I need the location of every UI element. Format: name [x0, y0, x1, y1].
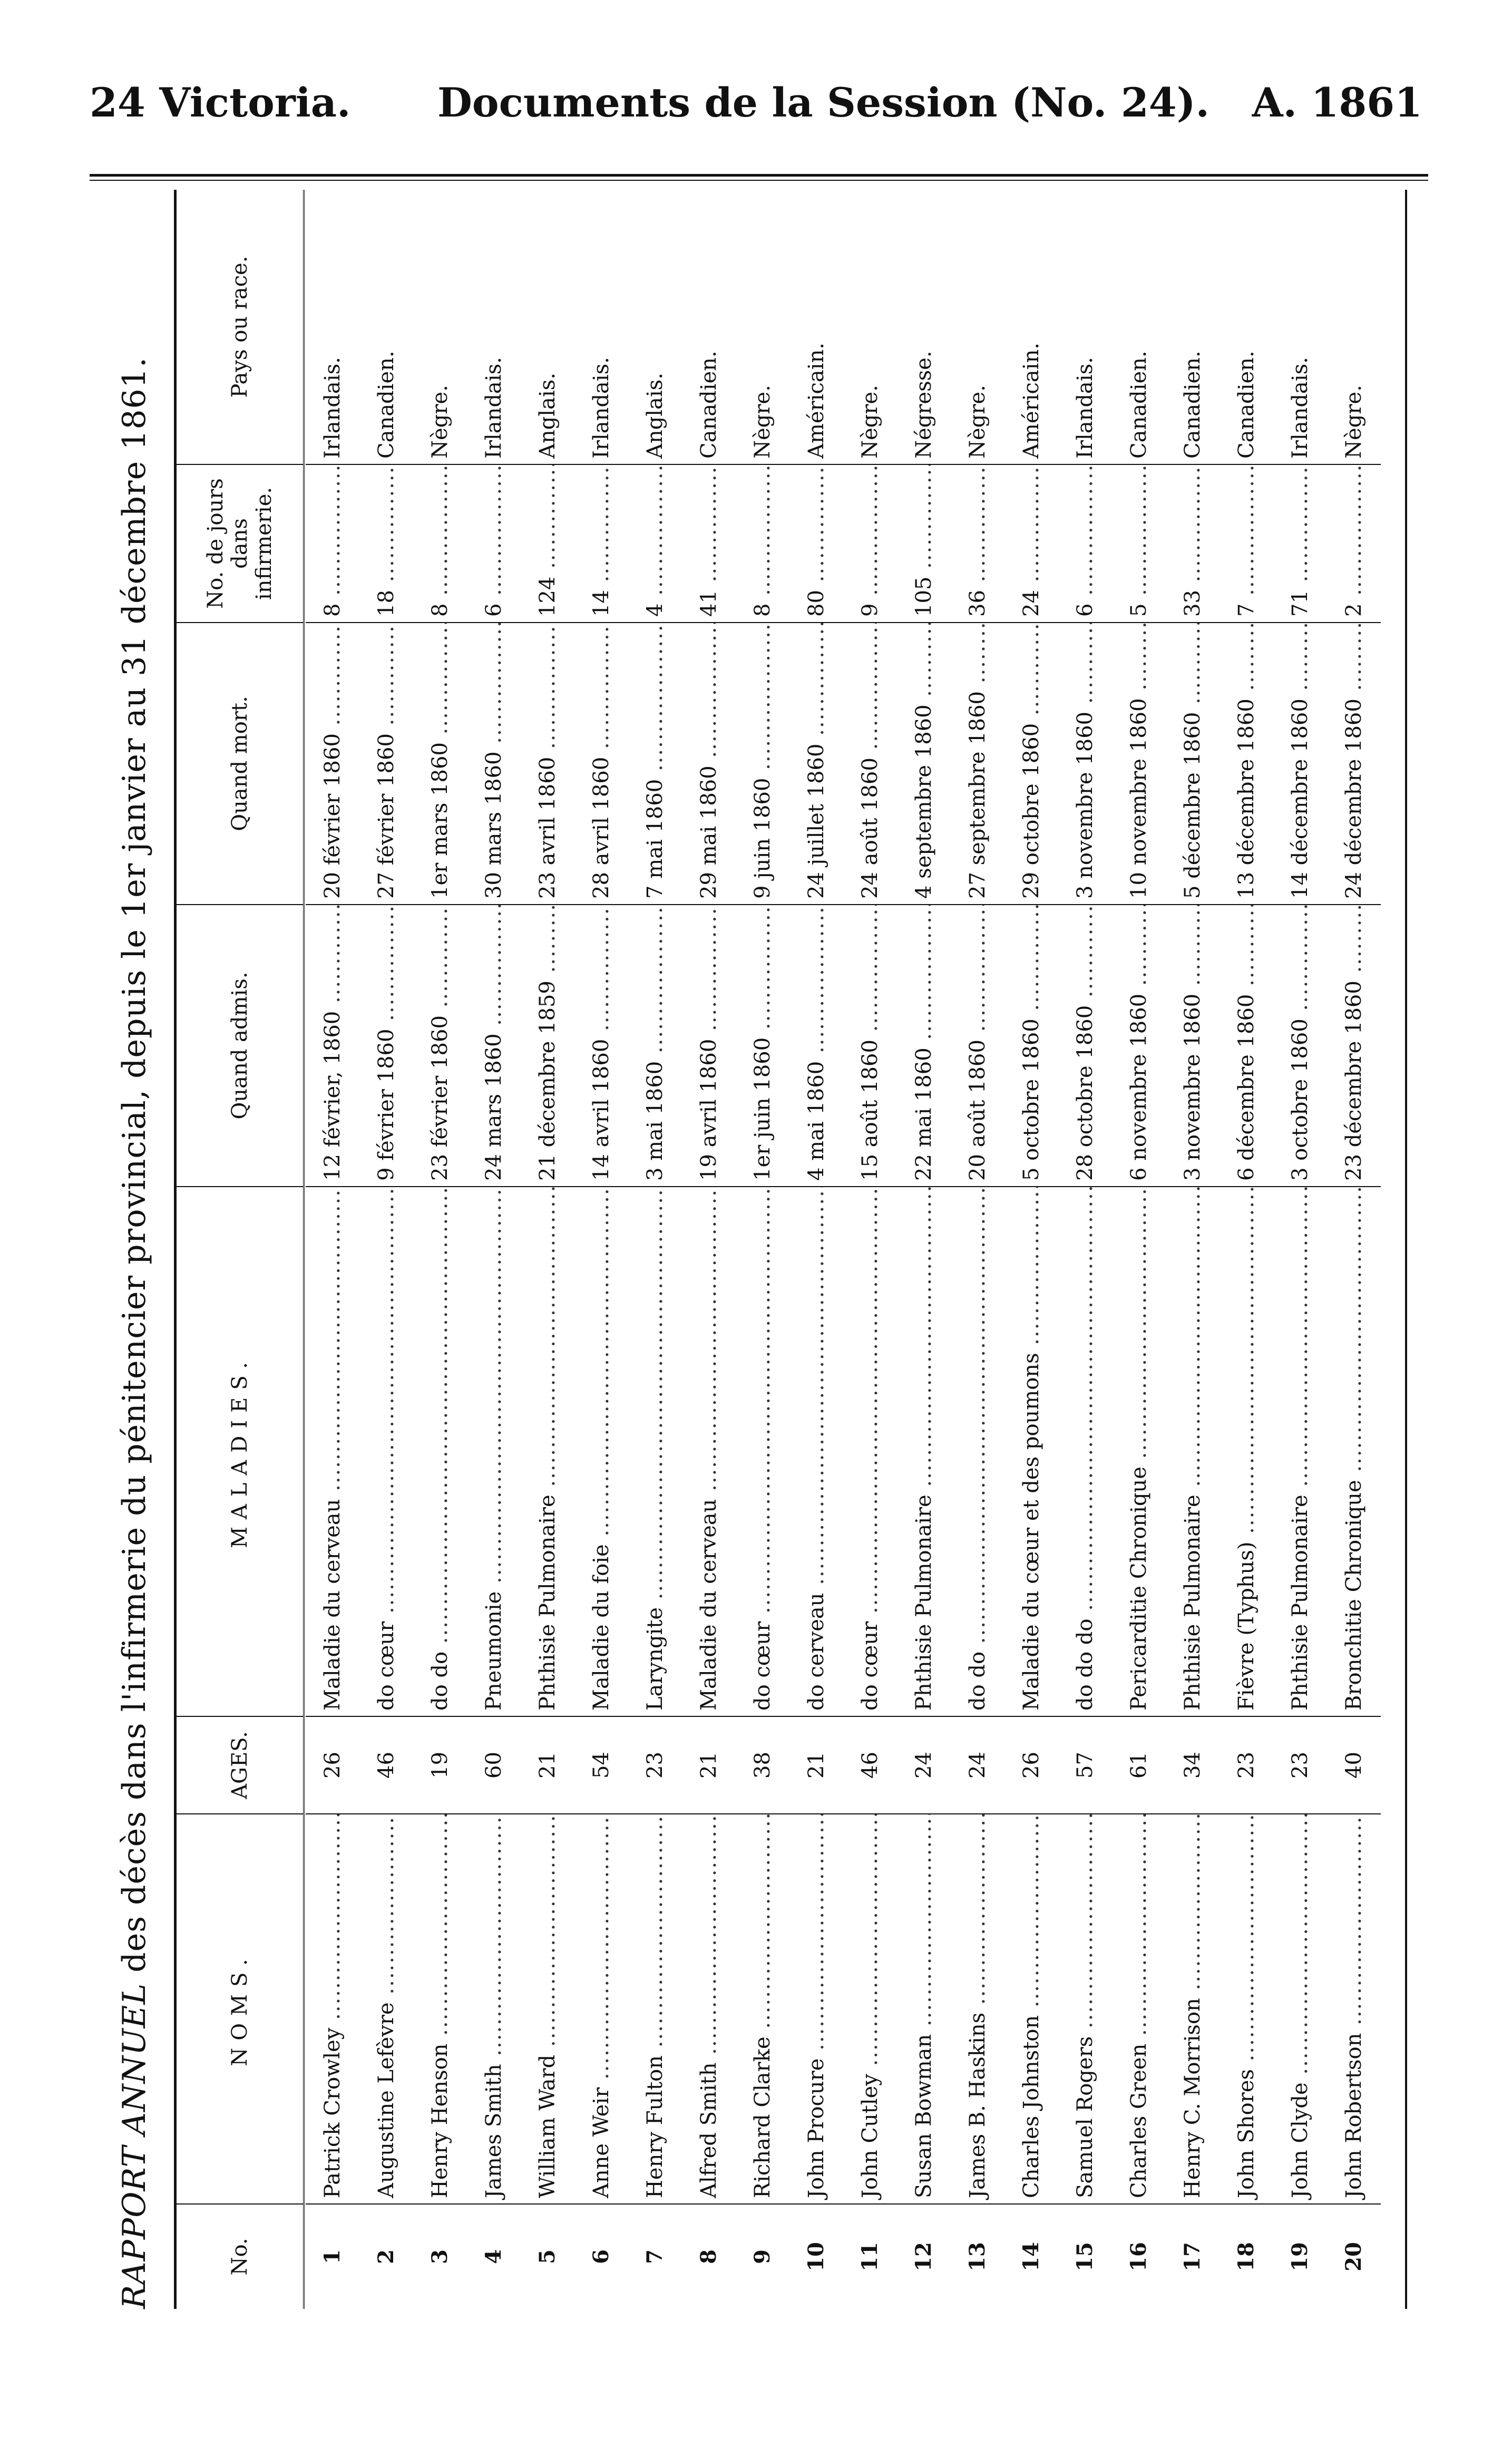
row-age: 57: [1058, 1716, 1112, 1813]
row-number: 5: [521, 2203, 574, 2309]
row-name: Augustine Lefèvre .....: [359, 1813, 413, 2203]
row-admitted-date: 4 mai 1860 .....: [789, 904, 843, 1186]
column-header-admis: Quand admis.: [177, 904, 303, 1186]
row-country-race: Nègre.: [750, 385, 775, 459]
row-admitted-date: 19 avril 1860 .....: [682, 904, 736, 1186]
row-name: Henry C. Morrison .....: [1166, 1813, 1220, 2203]
table-row: [736, 190, 789, 2309]
row-number: 18: [1220, 2203, 1273, 2309]
row-country-race: Anglais.: [535, 373, 560, 459]
row-age: 61: [1112, 1716, 1166, 1813]
row-country-race: Américain.: [804, 343, 828, 459]
row-name: James B. Haskins .....: [951, 1813, 1004, 2203]
table-row: [897, 190, 951, 2309]
row-country-race: Canadien.: [1127, 351, 1151, 459]
row-days-in-infirmary: 33 .....: [1166, 464, 1220, 622]
row-disease: Maladie du cœur et des poumons .....: [1004, 1186, 1058, 1716]
row-age: 46: [843, 1716, 897, 1813]
row-disease: do cœur .....: [843, 1186, 897, 1716]
row-days-in-infirmary: 71 .....: [1273, 464, 1327, 622]
row-country-race: Canadien.: [374, 351, 398, 459]
row-number: 6: [574, 2203, 628, 2309]
row-country-race: Irlandais.: [1073, 357, 1097, 459]
row-age: 54: [574, 1716, 628, 1813]
row-admitted-date: 5 octobre 1860 .....: [1004, 904, 1058, 1186]
row-death-date: 5 décembre 1860 .....: [1166, 622, 1220, 904]
row-days-in-infirmary: 8 .....: [413, 464, 467, 622]
row-number: 20: [1327, 2203, 1381, 2309]
row-death-date: 30 mars 1860 .....: [467, 622, 521, 904]
row-disease: do cœur .....: [736, 1186, 789, 1716]
row-age: 23: [1220, 1716, 1273, 1813]
row-admitted-date: 20 août 1860 .....: [951, 904, 1004, 1186]
row-name: Anne Weir .....: [574, 1813, 628, 2203]
row-admitted-date: 23 février 1860 .....: [413, 904, 467, 1186]
row-death-date: 24 décembre 1860 .....: [1327, 622, 1381, 904]
row-age: 26: [306, 1716, 359, 1813]
row-number: 9: [736, 2203, 789, 2309]
row-disease: Phthisie Pulmonaire .....: [521, 1186, 574, 1716]
row-admitted-date: 9 février 1860 .....: [359, 904, 413, 1186]
table-row: [1273, 190, 1327, 2309]
row-days-in-infirmary: 124 .....: [521, 464, 574, 622]
row-disease: do do .....: [413, 1186, 467, 1716]
row-death-date: 14 décembre 1860 .....: [1273, 622, 1327, 904]
row-death-date: 7 mai 1860 .....: [628, 622, 682, 904]
column-header-jours: No. de jours dans infirmerie.: [177, 464, 303, 622]
row-death-date: 28 avril 1860 .....: [574, 622, 628, 904]
row-country-race: Nègre.: [858, 385, 882, 459]
row-country-race: Nègre.: [428, 385, 452, 459]
table-row: [359, 190, 413, 2309]
row-death-date: 27 février 1860 .....: [359, 622, 413, 904]
row-name: Alfred Smith .....: [682, 1813, 736, 2203]
table-row: [951, 190, 1004, 2309]
row-admitted-date: 24 mars 1860 .....: [467, 904, 521, 1186]
row-death-date: 27 septembre 1860 .....: [951, 622, 1004, 904]
row-country-race: Canadien.: [697, 351, 721, 459]
row-admitted-date: 14 avril 1860 .....: [574, 904, 628, 1186]
table-header: [177, 190, 305, 2309]
row-number: 8: [682, 2203, 736, 2309]
row-admitted-date: 21 décembre 1859 .....: [521, 904, 574, 1186]
row-admitted-date: 23 décembre 1860 .....: [1327, 904, 1381, 1186]
row-age: 23: [628, 1716, 682, 1813]
row-admitted-date: 3 octobre 1860 .....: [1273, 904, 1327, 1186]
row-death-date: 9 juin 1860 .....: [736, 622, 789, 904]
row-disease: do do .....: [951, 1186, 1004, 1716]
row-death-date: 24 juillet 1860 .....: [789, 622, 843, 904]
table-row: [682, 190, 736, 2309]
row-admitted-date: 1er juin 1860 .....: [736, 904, 789, 1186]
row-name: James Smith .....: [467, 1813, 521, 2203]
row-country-race: Anglais.: [643, 373, 667, 459]
row-name: Henry Fulton .....: [628, 1813, 682, 2203]
row-days-in-infirmary: 24 .....: [1004, 464, 1058, 622]
row-days-in-infirmary: 36 .....: [951, 464, 1004, 622]
row-age: 60: [467, 1716, 521, 1813]
rotated-report: [105, 190, 1476, 2309]
report-title-text: des décès dans l'infirmerie du pénitencier provincial, depuis le 1er janvier au 31 décembre 1861.: [116, 357, 153, 1973]
row-name: Charles Green .....: [1112, 1813, 1166, 2203]
row-admitted-date: 15 août 1860 .....: [843, 904, 897, 1186]
row-number: 15: [1058, 2203, 1112, 2309]
row-days-in-infirmary: 41 .....: [682, 464, 736, 622]
row-admitted-date: 28 octobre 1860 .....: [1058, 904, 1112, 1186]
row-death-date: 29 octobre 1860 .....: [1004, 622, 1058, 904]
row-death-date: 1er mars 1860 .....: [413, 622, 467, 904]
row-days-in-infirmary: 5 .....: [1112, 464, 1166, 622]
row-name: John Clyde .....: [1273, 1813, 1327, 2203]
row-number: 12: [897, 2203, 951, 2309]
row-disease: Maladie du cerveau .....: [306, 1186, 359, 1716]
table-row: [306, 190, 359, 2309]
row-days-in-infirmary: 4 .....: [628, 464, 682, 622]
row-disease: Phthisie Pulmonaire .....: [1273, 1186, 1327, 1716]
row-country-race: Nègre.: [965, 385, 990, 459]
row-country-race: Nègre.: [1342, 385, 1366, 459]
row-death-date: 24 août 1860 .....: [843, 622, 897, 904]
row-admitted-date: 3 mai 1860 .....: [628, 904, 682, 1186]
table-row: [1327, 190, 1381, 2309]
row-days-in-infirmary: 14 .....: [574, 464, 628, 622]
row-country-race: Irlandais.: [589, 357, 613, 459]
row-name: Patrick Crowley .....: [306, 1813, 359, 2203]
row-admitted-date: 3 novembre 1860 .....: [1166, 904, 1220, 1186]
row-disease: Pneumonie .....: [467, 1186, 521, 1716]
row-number: 4: [467, 2203, 521, 2309]
table-row: [521, 190, 574, 2309]
row-admitted-date: 12 février, 1860 .....: [306, 904, 359, 1186]
row-name: William Ward .....: [521, 1813, 574, 2203]
row-age: 24: [951, 1716, 1004, 1813]
row-number: 16: [1112, 2203, 1166, 2309]
row-age: 38: [736, 1716, 789, 1813]
row-admitted-date: 22 mai 1860 .....: [897, 904, 951, 1186]
row-number: 11: [843, 2203, 897, 2309]
row-disease: Phthisie Pulmonaire .....: [1166, 1186, 1220, 1716]
row-disease: Fièvre (Typhus) .....: [1220, 1186, 1273, 1716]
row-number: 13: [951, 2203, 1004, 2309]
row-number: 3: [413, 2203, 467, 2309]
row-age: 34: [1166, 1716, 1220, 1813]
header-session-year: 24 Victoria.: [90, 79, 351, 126]
row-days-in-infirmary: 105 .....: [897, 464, 951, 622]
row-country-race: Canadien.: [1234, 351, 1259, 459]
row-death-date: 23 avril 1860 .....: [521, 622, 574, 904]
row-disease: Maladie du foie .....: [574, 1186, 628, 1716]
row-name: Samuel Rogers .....: [1058, 1813, 1112, 2203]
table-row: [1058, 190, 1112, 2309]
row-disease: Laryngite .....: [628, 1186, 682, 1716]
row-death-date: 13 décembre 1860 .....: [1220, 622, 1273, 904]
report-title-caps: RAPPORT ANNUEL: [116, 1983, 153, 2309]
header-divider: [90, 174, 1428, 181]
row-age: 23: [1273, 1716, 1327, 1813]
row-death-date: 10 novembre 1860 .....: [1112, 622, 1166, 904]
row-death-date: 3 novembre 1860 .....: [1058, 622, 1112, 904]
row-disease: Bronchitie Chronique .....: [1327, 1186, 1381, 1716]
row-admitted-date: 6 décembre 1860 .....: [1220, 904, 1273, 1186]
row-country-race: Négresse.: [912, 351, 936, 459]
table-row: [843, 190, 897, 2309]
table-row: [413, 190, 467, 2309]
row-country-race: Irlandais.: [482, 357, 506, 459]
table-row: [1004, 190, 1058, 2309]
row-name: John Cutley .....: [843, 1813, 897, 2203]
row-number: 1: [306, 2203, 359, 2309]
table-row: [1112, 190, 1166, 2309]
row-days-in-infirmary: 2 .....: [1327, 464, 1381, 622]
row-number: 17: [1166, 2203, 1220, 2309]
row-name: Susan Bowman .....: [897, 1813, 951, 2203]
row-name: Richard Clarke .....: [736, 1813, 789, 2203]
row-country-race: Irlandais.: [1288, 357, 1312, 459]
row-disease: do cerveau .....: [789, 1186, 843, 1716]
row-country-race: Irlandais.: [320, 357, 345, 459]
report-title: [105, 190, 163, 2309]
row-age: 21: [682, 1716, 736, 1813]
row-name: John Robertson .....: [1327, 1813, 1381, 2203]
row-age: 40: [1327, 1716, 1381, 1813]
table-row: [628, 190, 682, 2309]
row-death-date: 20 février 1860 .....: [306, 622, 359, 904]
row-days-in-infirmary: 6 .....: [1058, 464, 1112, 622]
row-name: Charles Johnston .....: [1004, 1813, 1058, 2203]
row-country-race: Canadien.: [1181, 351, 1205, 459]
table-row: [574, 190, 628, 2309]
table-row: [1166, 190, 1220, 2309]
table-row: [1220, 190, 1273, 2309]
row-age: 19: [413, 1716, 467, 1813]
column-header-pays: Pays ou race.: [228, 256, 252, 398]
page-header: [0, 0, 1512, 174]
row-age: 21: [521, 1716, 574, 1813]
column-header-noms: NOMS.: [177, 1813, 303, 2203]
row-disease: do cœur .....: [359, 1186, 413, 1716]
row-disease: do do do .....: [1058, 1186, 1112, 1716]
row-age: 21: [789, 1716, 843, 1813]
row-age: 26: [1004, 1716, 1058, 1813]
row-age: 24: [897, 1716, 951, 1813]
row-disease: Pericarditie Chronique .....: [1112, 1186, 1166, 1716]
row-days-in-infirmary: 7 .....: [1220, 464, 1273, 622]
row-number: 10: [789, 2203, 843, 2309]
row-days-in-infirmary: 9 .....: [843, 464, 897, 622]
row-days-in-infirmary: 6 .....: [467, 464, 521, 622]
row-age: 46: [359, 1716, 413, 1813]
row-death-date: 4 septembre 1860 .....: [897, 622, 951, 904]
row-days-in-infirmary: 8 .....: [306, 464, 359, 622]
row-days-in-infirmary: 8 .....: [736, 464, 789, 622]
column-header-ages: AGES.: [177, 1716, 303, 1813]
row-name: Henry Henson .....: [413, 1813, 467, 2203]
header-document-title: Documents de la Session (No. 24).: [437, 79, 1210, 126]
row-number: 19: [1273, 2203, 1327, 2309]
row-name: John Shores .....: [1220, 1813, 1273, 2203]
column-header-maladies: MALADIES.: [177, 1186, 303, 1716]
row-disease: Phthisie Pulmonaire .....: [897, 1186, 951, 1716]
row-days-in-infirmary: 80 .....: [789, 464, 843, 622]
table-row: [789, 190, 843, 2309]
row-death-date: 29 mai 1860 .....: [682, 622, 736, 904]
header-year: A. 1861: [1252, 79, 1422, 126]
deaths-table: [174, 190, 1407, 2309]
table-row: [467, 190, 521, 2309]
row-number: 7: [628, 2203, 682, 2309]
row-country-race: Américain.: [1019, 343, 1043, 459]
row-number: 14: [1004, 2203, 1058, 2309]
row-admitted-date: 6 novembre 1860 .....: [1112, 904, 1166, 1186]
column-header-no: No.: [177, 2203, 303, 2309]
column-header-mort: Quand mort.: [177, 622, 303, 904]
row-name: John Procure .....: [789, 1813, 843, 2203]
row-days-in-infirmary: 18 .....: [359, 464, 413, 622]
row-disease: Maladie du cerveau .....: [682, 1186, 736, 1716]
row-number: 2: [359, 2203, 413, 2309]
